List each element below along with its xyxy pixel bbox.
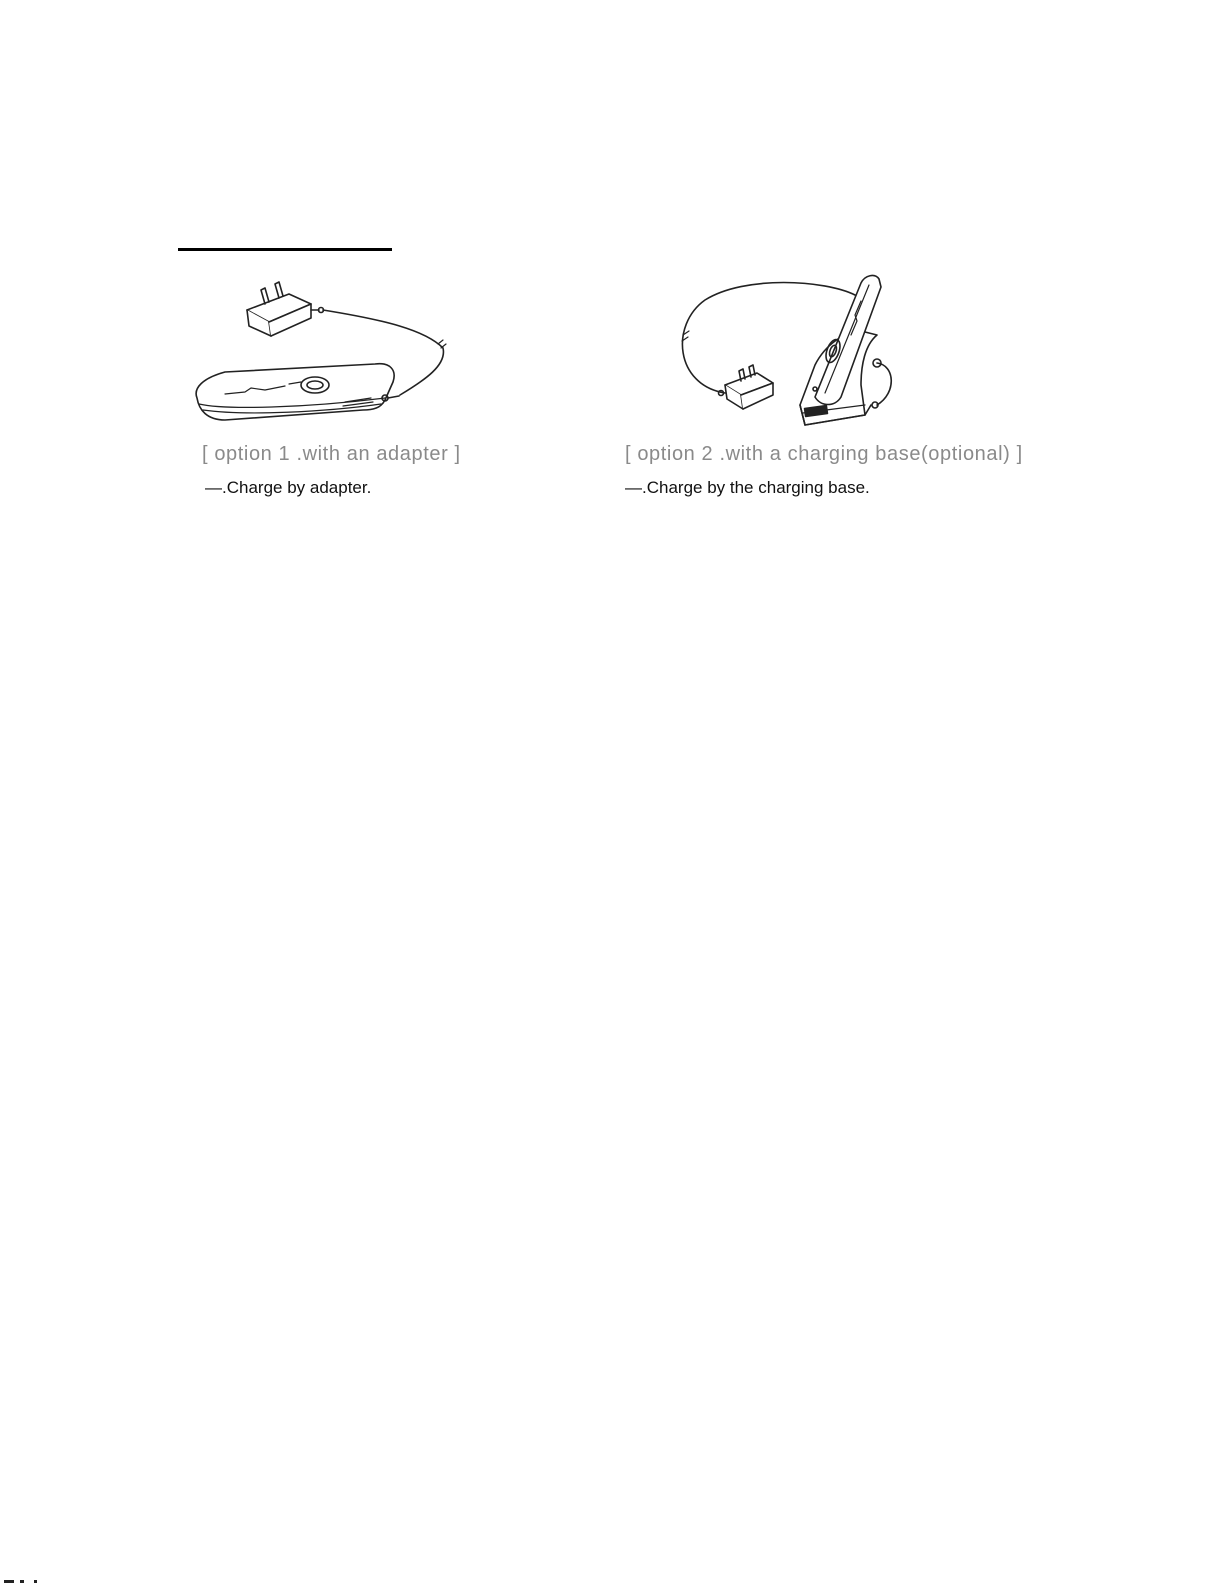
section-title-underline bbox=[178, 248, 392, 251]
adapter-charging-illustration bbox=[185, 270, 475, 440]
option-1-note: —.Charge by adapter. bbox=[205, 478, 372, 497]
page-edge-marks bbox=[0, 1578, 60, 1585]
option-2-note: —.Charge by the charging base. bbox=[625, 478, 870, 497]
option-2-caption: [ option 2 .with a charging base(optional) ] bbox=[625, 443, 1023, 465]
option-1-caption: [ option 1 .with an adapter ] bbox=[202, 443, 461, 465]
charging-base-illustration bbox=[665, 265, 915, 445]
